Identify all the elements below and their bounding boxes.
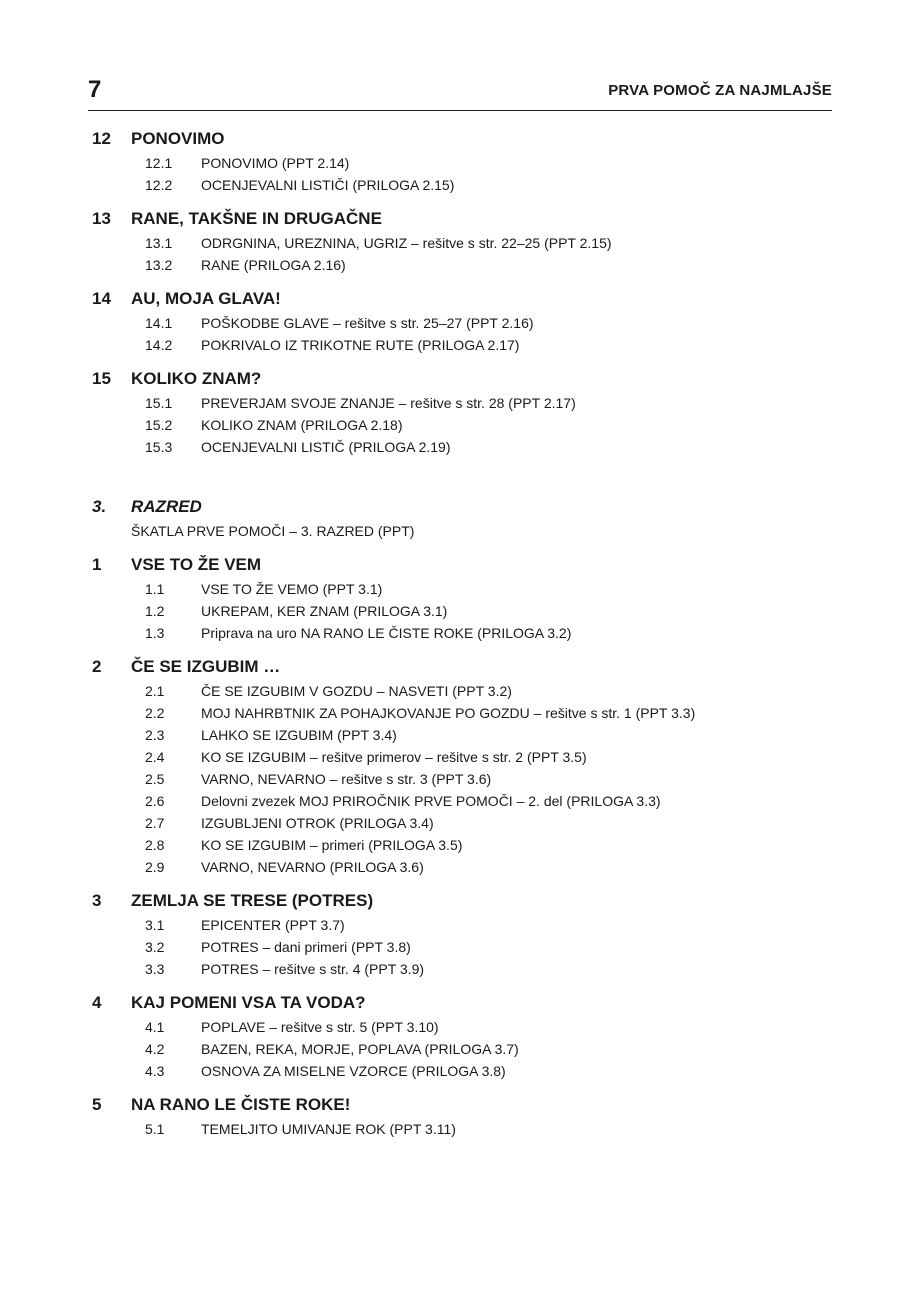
entry-number: 2.5 xyxy=(145,771,165,787)
section-title: KAJ POMENI VSA TA VODA? xyxy=(131,993,366,1012)
entry-title: LAHKO SE IZGUBIM (PPT 3.4) xyxy=(201,727,397,743)
toc-entry xyxy=(92,768,832,790)
section-number: 4 xyxy=(92,993,102,1012)
toc-entry xyxy=(92,790,832,812)
toc-entry xyxy=(92,914,832,936)
section-number: 12 xyxy=(92,129,111,148)
section-title: AU, MOJA GLAVA! xyxy=(131,289,281,308)
section-number: 2 xyxy=(92,657,102,676)
entry-number: 1.1 xyxy=(145,581,165,597)
entry-title: ODRGNINA, UREZNINA, UGRIZ – rešitve s str. 22–25 (PPT 2.15) xyxy=(201,235,612,251)
entry-number: 15.1 xyxy=(145,395,173,411)
entry-title: TEMELJITO UMIVANJE ROK (PPT 3.11) xyxy=(201,1121,456,1137)
toc-entry xyxy=(92,680,832,702)
entry-number: 12.2 xyxy=(145,177,173,193)
entry-title: ČE SE IZGUBIM V GOZDU – NASVETI (PPT 3.2) xyxy=(201,683,512,699)
entry-title: Delovni zvezek MOJ PRIROČNIK PRVE POMOČI – 2. del (PRILOGA 3.3) xyxy=(201,793,661,809)
entry-number: 2.9 xyxy=(145,859,165,875)
section-heading xyxy=(92,990,832,1016)
toc-entry xyxy=(92,174,832,196)
entry-number: 2.6 xyxy=(145,793,165,809)
toc-entry xyxy=(92,812,832,834)
entry-title: OCENJEVALNI LISTIČ (PRILOGA 2.19) xyxy=(201,439,451,455)
page-number: 7 xyxy=(88,76,102,103)
entry-title: POTRES – dani primeri (PPT 3.8) xyxy=(201,939,411,955)
section-note: ŠKATLA PRVE POMOČI – 3. RAZRED (PPT) xyxy=(131,523,415,539)
toc-entry xyxy=(92,152,832,174)
toc-entry xyxy=(92,312,832,334)
entry-title: VSE TO ŽE VEMO (PPT 3.1) xyxy=(201,581,383,597)
section-title: KOLIKO ZNAM? xyxy=(131,369,262,388)
entry-number: 15.2 xyxy=(145,417,173,433)
toc-section xyxy=(92,552,832,644)
section-heading xyxy=(92,1092,832,1118)
toc-entry xyxy=(92,1060,832,1082)
entry-number: 5.1 xyxy=(145,1121,165,1137)
entry-title: KOLIKO ZNAM (PRILOGA 2.18) xyxy=(201,417,403,433)
entry-number: 14.2 xyxy=(145,337,173,353)
page-header xyxy=(88,74,832,111)
toc-section xyxy=(92,126,832,196)
section-title: ČE SE IZGUBIM … xyxy=(131,657,281,676)
section-heading xyxy=(92,888,832,914)
toc-entry xyxy=(92,578,832,600)
toc-entry xyxy=(92,834,832,856)
entry-title: POTRES – rešitve s str. 4 (PPT 3.9) xyxy=(201,961,425,977)
toc-entry xyxy=(92,600,832,622)
entry-number: 2.2 xyxy=(145,705,165,721)
entry-number: 2.4 xyxy=(145,749,165,765)
section-number: 3. xyxy=(92,497,107,516)
entry-title: VARNO, NEVARNO – rešitve s str. 3 (PPT 3.6) xyxy=(201,771,492,787)
toc-section xyxy=(92,494,832,542)
entry-number: 13.2 xyxy=(145,257,173,273)
section-heading xyxy=(92,654,832,680)
entry-title: BAZEN, REKA, MORJE, POPLAVA (PRILOGA 3.7) xyxy=(201,1041,519,1057)
toc-section xyxy=(92,990,832,1082)
section-title: RAZRED xyxy=(131,497,202,516)
toc-entry xyxy=(92,1038,832,1060)
entry-number: 13.1 xyxy=(145,235,173,251)
section-title: NA RANO LE ČISTE ROKE! xyxy=(131,1095,351,1114)
section-heading xyxy=(92,366,832,392)
section-number: 14 xyxy=(92,289,111,308)
entry-number: 4.2 xyxy=(145,1041,165,1057)
toc-entry xyxy=(92,1016,832,1038)
entry-title: OSNOVA ZA MISELNE VZORCE (PRILOGA 3.8) xyxy=(201,1063,506,1079)
entry-title: POPLAVE – rešitve s str. 5 (PPT 3.10) xyxy=(201,1019,439,1035)
toc-section xyxy=(92,286,832,356)
toc-entry xyxy=(92,254,832,276)
entry-number: 1.3 xyxy=(145,625,165,641)
section-heading xyxy=(92,494,832,520)
toc-section xyxy=(92,654,832,878)
entry-title: RANE (PRILOGA 2.16) xyxy=(201,257,346,273)
section-heading xyxy=(92,286,832,312)
entry-number: 2.7 xyxy=(145,815,165,831)
entry-title: POKRIVALO IZ TRIKOTNE RUTE (PRILOGA 2.17) xyxy=(201,337,520,353)
section-title: VSE TO ŽE VEM xyxy=(131,555,262,574)
entry-number: 15.3 xyxy=(145,439,173,455)
section-title: RANE, TAKŠNE IN DRUGAČNE xyxy=(131,209,382,228)
entry-title: Priprava na uro NA RANO LE ČISTE ROKE (PRILOGA 3.2) xyxy=(201,625,572,641)
section-number: 1 xyxy=(92,555,102,574)
section-heading xyxy=(92,206,832,232)
toc-section xyxy=(92,206,832,276)
entry-number: 4.1 xyxy=(145,1019,165,1035)
toc-entry xyxy=(92,856,832,878)
toc-entry xyxy=(92,936,832,958)
toc-entry xyxy=(92,414,832,436)
toc-entry xyxy=(92,392,832,414)
table-of-contents xyxy=(92,126,832,1150)
entry-number: 3.2 xyxy=(145,939,165,955)
toc-entry xyxy=(92,622,832,644)
section-number: 15 xyxy=(92,369,111,388)
section-heading xyxy=(92,552,832,578)
section-number: 3 xyxy=(92,891,102,910)
toc-section xyxy=(92,366,832,458)
entry-title: POŠKODBE GLAVE – rešitve s str. 25–27 (PPT 2.16) xyxy=(201,315,534,331)
entry-title: VARNO, NEVARNO (PRILOGA 3.6) xyxy=(201,859,424,875)
toc-entry xyxy=(92,1118,832,1140)
section-title: PONOVIMO xyxy=(131,129,225,148)
entry-title: PONOVIMO (PPT 2.14) xyxy=(201,155,350,171)
toc-entry xyxy=(92,702,832,724)
entry-number: 2.3 xyxy=(145,727,165,743)
toc-entry xyxy=(92,232,832,254)
toc-entry xyxy=(92,958,832,980)
entry-title: PREVERJAM SVOJE ZNANJE – rešitve s str. 28 (PPT 2.17) xyxy=(201,395,576,411)
section-number: 5 xyxy=(92,1095,102,1114)
toc-entry xyxy=(92,724,832,746)
section-heading xyxy=(92,126,832,152)
entry-title: KO SE IZGUBIM – primeri (PRILOGA 3.5) xyxy=(201,837,463,853)
entry-number: 1.2 xyxy=(145,603,165,619)
toc-entry xyxy=(92,436,832,458)
entry-title: MOJ NAHRBTNIK ZA POHAJKOVANJE PO GOZDU – rešitve s str. 1 (PPT 3.3) xyxy=(201,705,696,721)
entry-number: 12.1 xyxy=(145,155,173,171)
toc-section xyxy=(92,1092,832,1140)
toc-entry xyxy=(92,746,832,768)
entry-title: KO SE IZGUBIM – rešitve primerov – rešitve s str. 2 (PPT 3.5) xyxy=(201,749,587,765)
section-title: ZEMLJA SE TRESE (POTRES) xyxy=(131,891,374,910)
entry-number: 2.1 xyxy=(145,683,165,699)
section-number: 13 xyxy=(92,209,111,228)
running-title: PRVA POMOČ ZA NAJMLAJŠE xyxy=(608,82,832,99)
toc-section xyxy=(92,888,832,980)
entry-title: OCENJEVALNI LISTIČI (PRILOGA 2.15) xyxy=(201,177,455,193)
entry-title: EPICENTER (PPT 3.7) xyxy=(201,917,345,933)
entry-number: 3.1 xyxy=(145,917,165,933)
entry-number: 3.3 xyxy=(145,961,165,977)
entry-title: UKREPAM, KER ZNAM (PRILOGA 3.1) xyxy=(201,603,448,619)
entry-number: 4.3 xyxy=(145,1063,165,1079)
entry-number: 14.1 xyxy=(145,315,173,331)
entry-number: 2.8 xyxy=(145,837,165,853)
toc-entry xyxy=(92,334,832,356)
entry-title: IZGUBLJENI OTROK (PRILOGA 3.4) xyxy=(201,815,434,831)
